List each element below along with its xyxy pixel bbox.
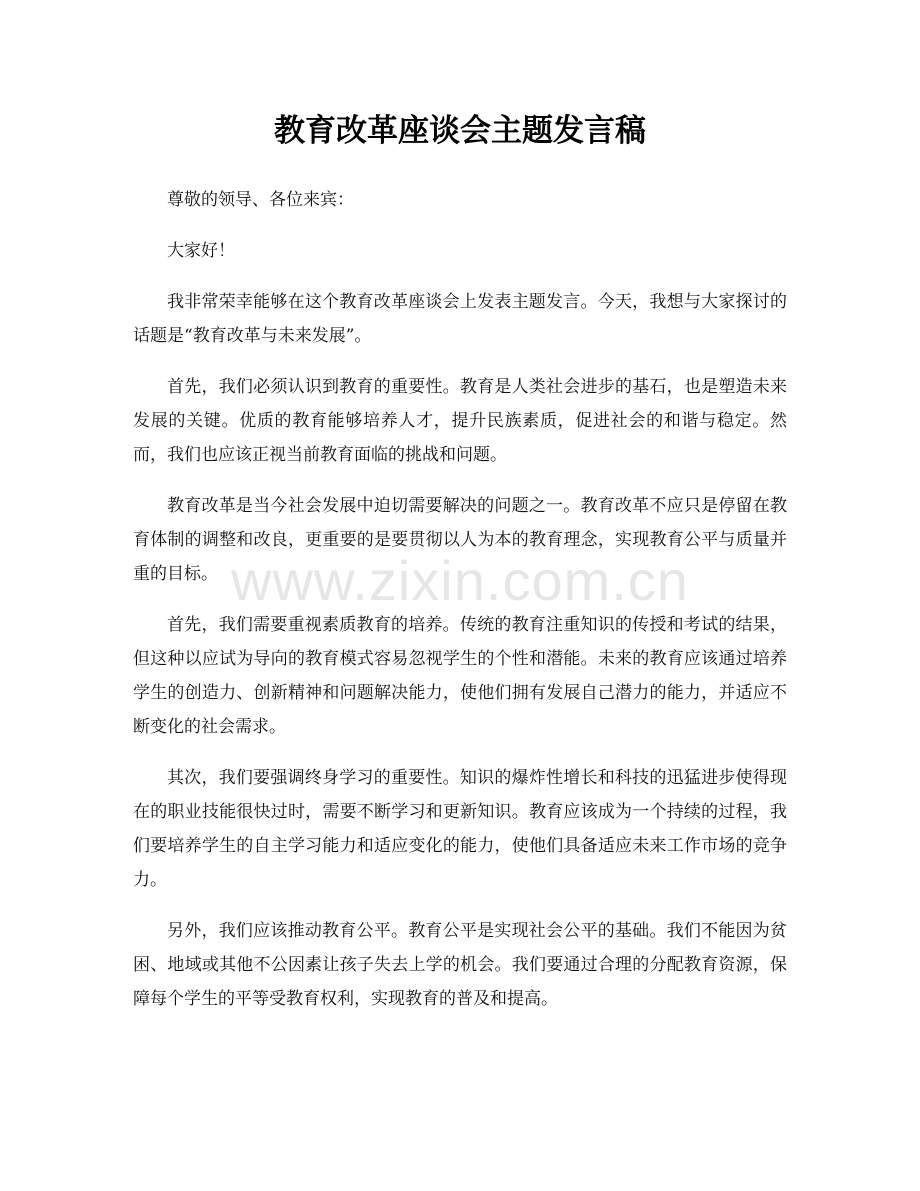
paragraph-education-equity: 另外，我们应该推动教育公平。教育公平是实现社会公平的基础。我们不能因为贫困、地域或其他不公因素让孩子失去上学的机会。我们要通过合理的分配教育资源，保障每个学生的平等受教育权利，实现教育的普及和提高。	[133, 921, 787, 1009]
document-title: 教育改革座谈会主题发言稿	[274, 113, 646, 149]
paragraph-salutation: 尊敬的领导、各位来宾：	[167, 190, 354, 210]
paragraph-reform: 教育改革是当今社会发展中迫切需要解决的问题之一。教育改革不应只是停留在教育体制的调整和改良，更重要的是要贯彻以人为本的教育理念，实现教育公平与质量并重的目标。	[133, 496, 787, 584]
paragraph-quality-education: 首先，我们需要重视素质教育的培养。传统的教育注重知识的传授和考试的结果，但这种以应试为导向的教育模式容易忽视学生的个性和潜能。未来的教育应该通过培养学生的创造力、创新精神和问题解决能力，使他们拥有发展自己潜力的能力，并适应不断变化的社会需求。	[133, 615, 787, 737]
paragraph-introduction: 我非常荣幸能够在这个教育改革座谈会上发表主题发言。今天，我想与大家探讨的话题是“教育改革与未来发展”。	[133, 292, 787, 346]
paragraph-lifelong-learning: 其次，我们要强调终身学习的重要性。知识的爆炸性增长和科技的迅猛进步使得现在的职业技能很快过时，需要不断学习和更新知识。教育应该成为一个持续的过程，我们要培养学生的自主学习能力和适应变化的能力，使他们具备适应未来工作市场的竞争力。	[133, 768, 787, 890]
document-body	[133, 183, 787, 1033]
watermark: www.zixin.com.cn	[231, 549, 689, 612]
paragraph-greeting: 大家好！	[167, 241, 235, 261]
paragraph-importance: 首先，我们必须认识到教育的重要性。教育是人类社会进步的基石，也是塑造未来发展的关键。优质的教育能够培养人才，提升民族素质，促进社会的和谐与稳定。然而，我们也应该正视当前教育面临的挑战和问题。	[133, 377, 787, 465]
